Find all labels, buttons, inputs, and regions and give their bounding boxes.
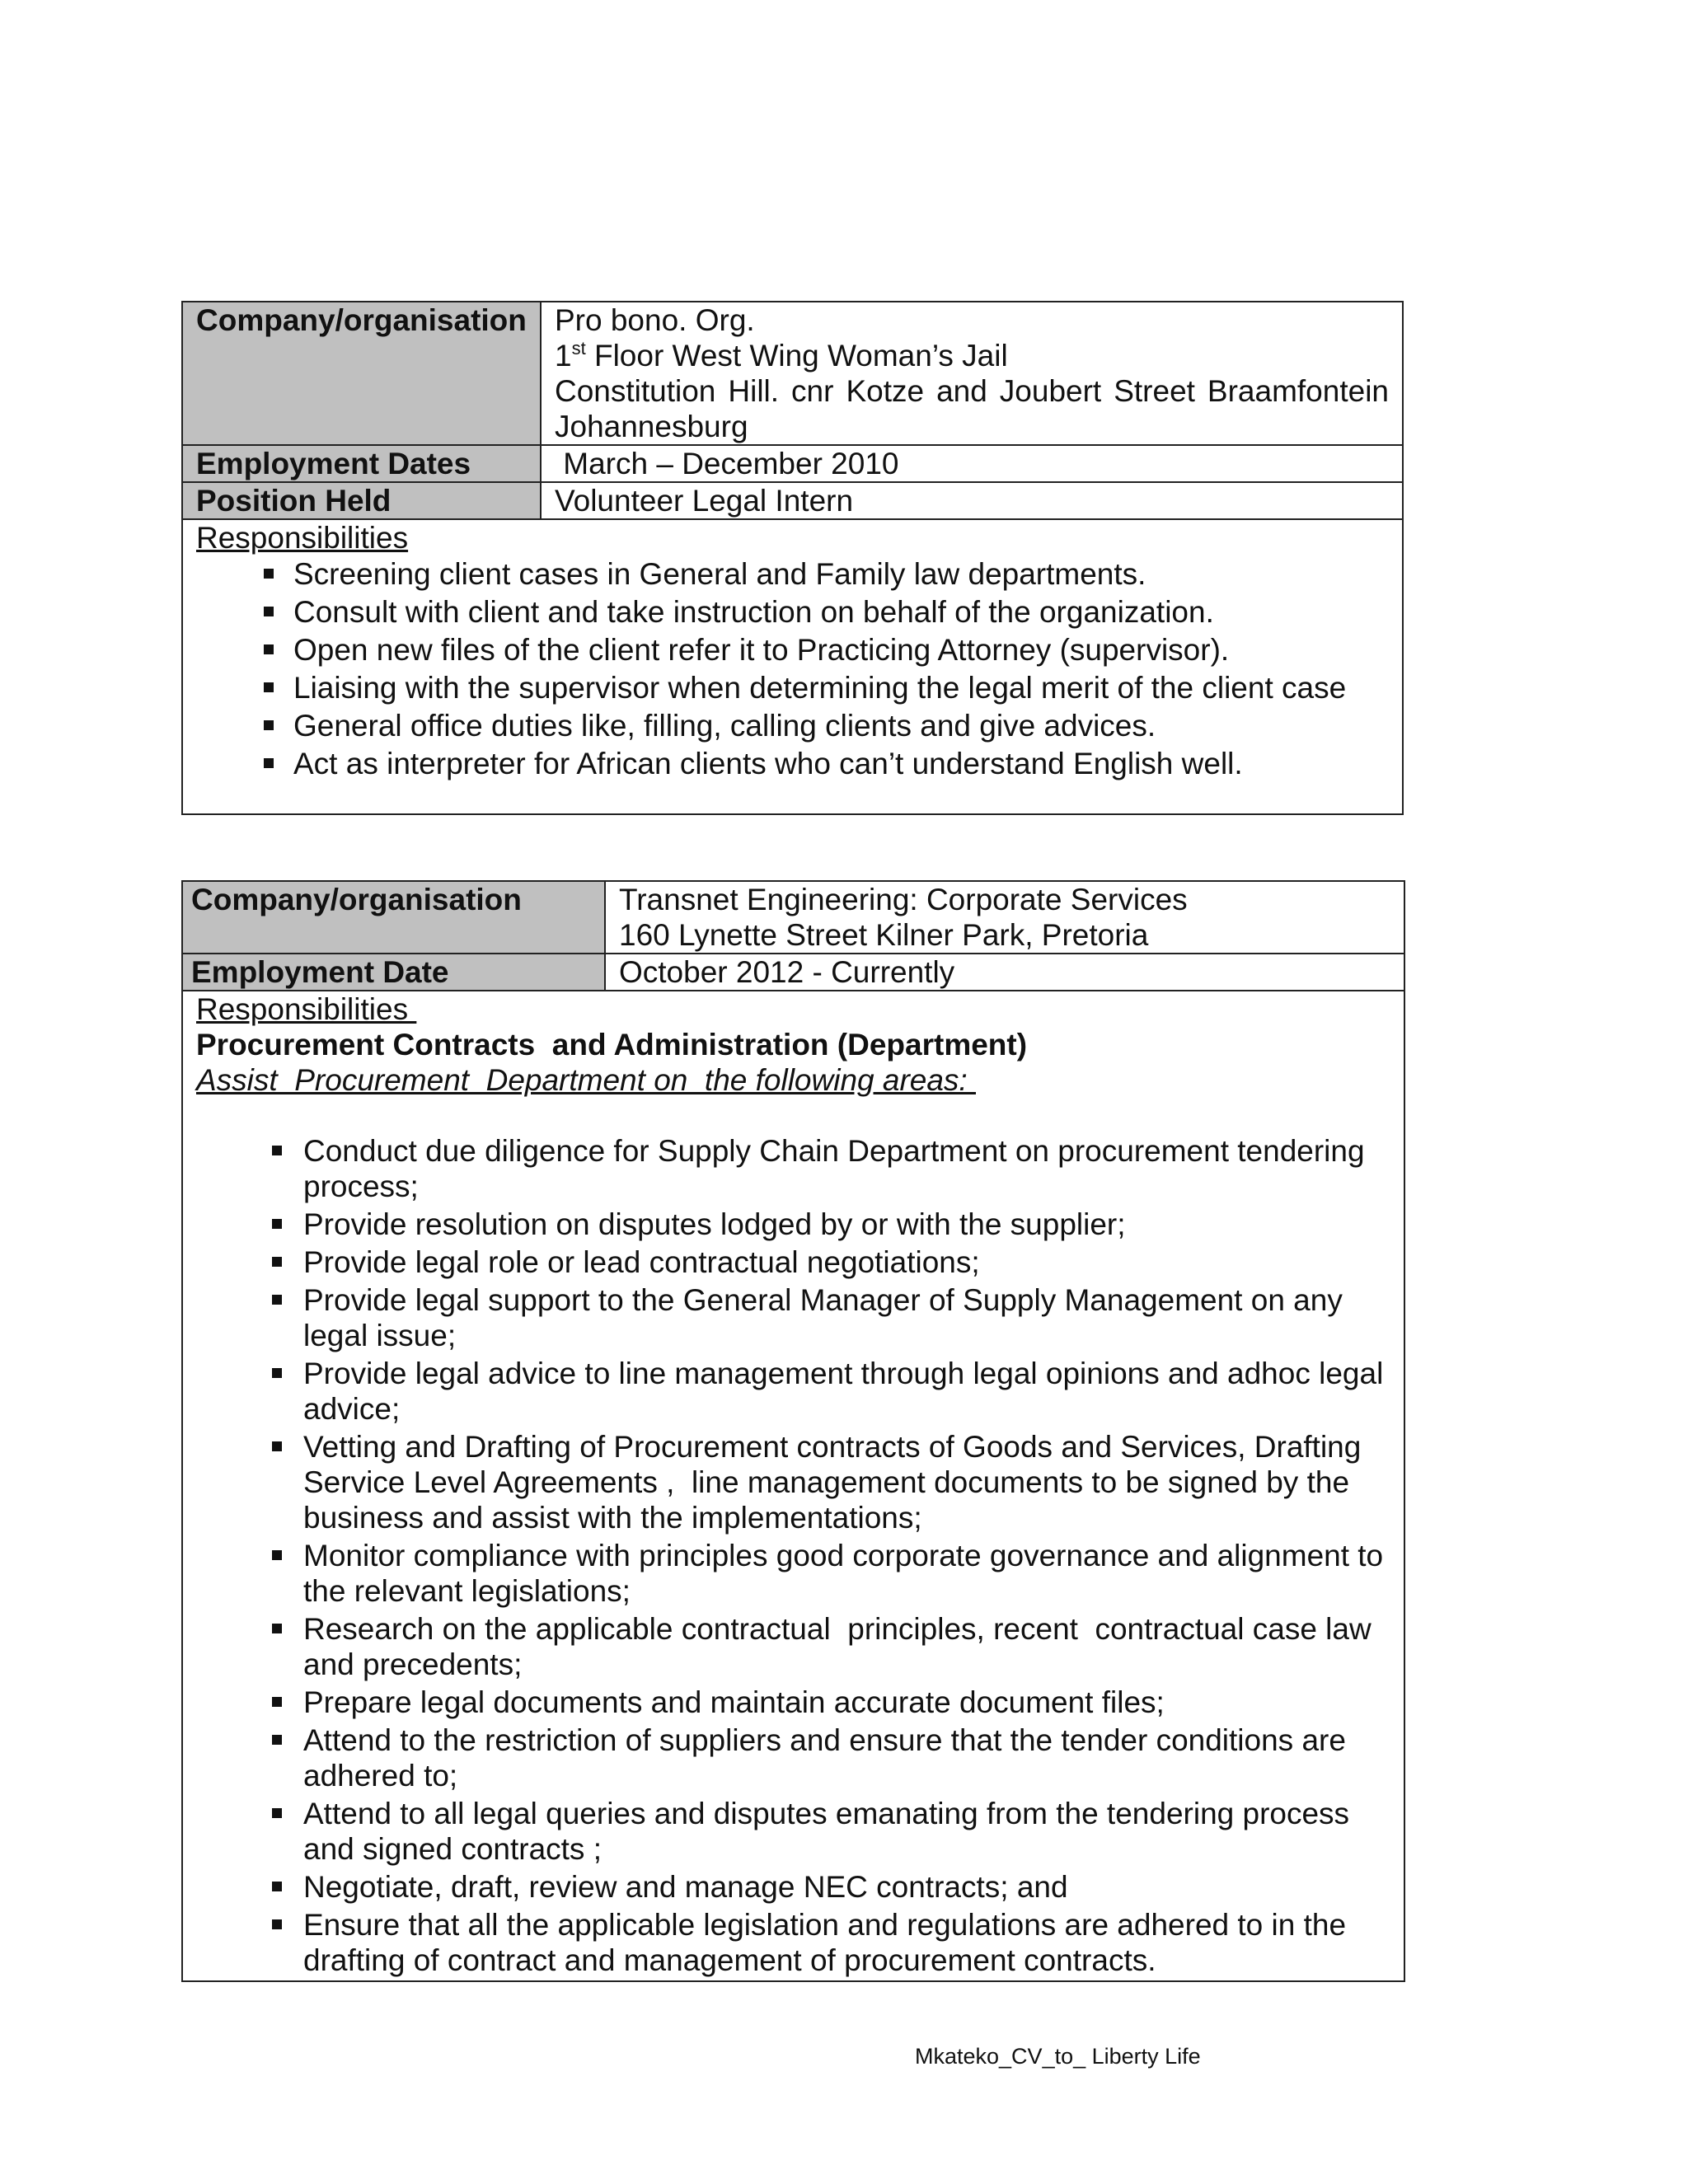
bullet-icon <box>272 1697 282 1707</box>
employment-table-transnet <box>181 880 1405 1982</box>
list-item: Open new files of the client refer it to Practicing Attorney (supervisor). <box>196 631 1389 669</box>
company-name: Pro bono. Org. <box>555 303 755 337</box>
bullet-icon <box>272 1146 282 1155</box>
bullet-icon <box>264 720 274 730</box>
responsibilities-list <box>196 1133 1390 1978</box>
list-item: Negotiate, draft, review and manage NEC contracts; and <box>196 1869 1390 1905</box>
list-item: Provide resolution on disputes lodged by or with the supplier; <box>196 1207 1390 1242</box>
bullet-icon <box>272 1257 282 1267</box>
list-item: General office duties like, filling, calling clients and give advices. <box>196 707 1389 745</box>
bullet-icon <box>264 569 274 579</box>
list-item: Provide legal role or lead contractual negotiations; <box>196 1244 1390 1280</box>
bullet-icon <box>272 1919 282 1929</box>
position-value: Volunteer Legal Intern <box>541 482 1403 519</box>
responsibilities-cell <box>182 519 1403 814</box>
responsibilities-heading: Responsibilities <box>196 521 409 555</box>
bullet-icon <box>264 758 274 768</box>
list-item: Prepare legal documents and maintain accurate document files; <box>196 1685 1390 1720</box>
bullet-icon <box>272 1624 282 1633</box>
bullet-icon <box>272 1882 282 1891</box>
page-footer: Mkateko_CV_to_ Liberty Life <box>915 2044 1201 2069</box>
list-item: Consult with client and take instruction on behalf of the organization. <box>196 593 1389 631</box>
company-name: Transnet Engineering: Corporate Services <box>619 883 1188 916</box>
list-item: Ensure that all the applicable legislation and regulations are adhered to in the drafting of contract and management of procurement contracts. <box>196 1907 1390 1978</box>
list-item: Liaising with the supervisor when determining the legal merit of the client case <box>196 669 1389 707</box>
assist-heading: Assist Procurement Department on the following areas: <box>196 1063 976 1097</box>
bullet-icon <box>264 682 274 692</box>
company-address: 160 Lynette Street Kilner Park, Pretoria <box>619 918 1149 952</box>
list-item: Monitor compliance with principles good corporate governance and alignment to the relevant legislations; <box>196 1538 1390 1609</box>
department-heading: Procurement Contracts and Administration (Department) <box>196 1028 1028 1062</box>
company-label: Company/organisation <box>182 881 605 954</box>
company-floor: 1st Floor West Wing Woman’s Jail <box>555 338 1008 373</box>
list-item: Attend to all legal queries and disputes emanating from the tendering process and signed contracts ; <box>196 1796 1390 1867</box>
company-city: Johannesburg <box>555 410 748 443</box>
dates-label: Employment Dates <box>182 445 541 482</box>
bullet-icon <box>272 1219 282 1229</box>
date-value: October 2012 - Currently <box>605 954 1404 991</box>
list-item: Research on the applicable contractual principles, recent contractual case law and precedents; <box>196 1611 1390 1682</box>
list-item: Attend to the restriction of suppliers and ensure that the tender conditions are adhered to; <box>196 1722 1390 1793</box>
responsibilities-heading: Responsibilities <box>196 992 417 1026</box>
employment-table-probono <box>181 301 1404 815</box>
bullet-icon <box>272 1735 282 1745</box>
bullet-icon <box>272 1808 282 1818</box>
bullet-icon <box>272 1368 282 1378</box>
list-item: Act as interpreter for African clients who can’t understand English well. <box>196 745 1389 783</box>
date-label: Employment Date <box>182 954 605 991</box>
bullet-icon <box>272 1441 282 1451</box>
bullet-icon <box>272 1295 282 1305</box>
position-label: Position Held <box>182 482 541 519</box>
list-item: Provide legal advice to line management through legal opinions and adhoc legal advice; <box>196 1356 1390 1427</box>
company-value <box>541 302 1403 445</box>
company-street: Constitution Hill. cnr Kotze and Joubert Street Braamfontein <box>555 374 1389 408</box>
bullet-icon <box>264 607 274 616</box>
list-item: Conduct due diligence for Supply Chain Department on procurement tendering process; <box>196 1133 1390 1204</box>
dates-value: March – December 2010 <box>541 445 1403 482</box>
list-item: Screening client cases in General and Family law departments. <box>196 555 1389 593</box>
responsibilities-list <box>196 555 1389 783</box>
list-item: Provide legal support to the General Manager of Supply Management on any legal issue; <box>196 1282 1390 1353</box>
list-item: Vetting and Drafting of Procurement contracts of Goods and Services, Drafting Service Level Agreements , line management documents to be signed by the business and assist with the implementations; <box>196 1429 1390 1535</box>
company-label: Company/organisation <box>182 302 541 445</box>
responsibilities-cell <box>182 991 1404 1981</box>
company-value <box>605 881 1404 954</box>
bullet-icon <box>272 1550 282 1560</box>
bullet-icon <box>264 644 274 654</box>
